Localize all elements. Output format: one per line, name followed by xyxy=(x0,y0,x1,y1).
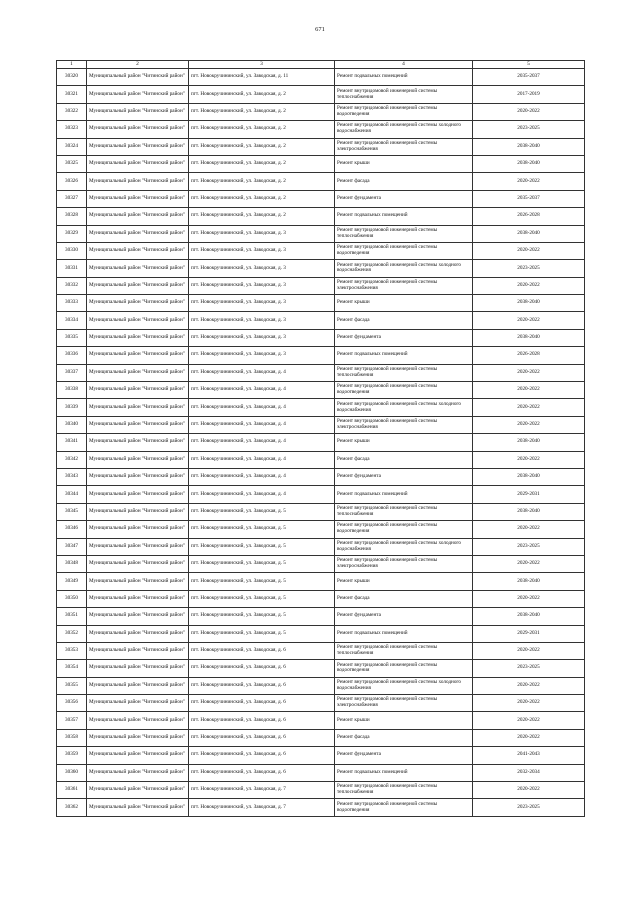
row-number: 30322 xyxy=(57,103,87,120)
address-cell: пгт. Новокручининский, ул. Заводская, д. 4 xyxy=(189,416,335,433)
address-cell: пгт. Новокручининский, ул. Заводская, д. 5 xyxy=(189,573,335,590)
municipality-cell: Муниципальный район "Читинский район" xyxy=(87,573,189,590)
municipality-cell: Муниципальный район "Читинский район" xyxy=(87,695,189,712)
municipality-cell: Муниципальный район "Читинский район" xyxy=(87,399,189,416)
municipality-cell: Муниципальный район "Читинский район" xyxy=(87,329,189,346)
term-cell: 2020-2022 xyxy=(473,382,585,399)
row-number: 30327 xyxy=(57,190,87,207)
table-body xyxy=(57,69,585,817)
address-cell: пгт. Новокручининский, ул. Заводская, д. 11 xyxy=(189,69,335,86)
address-cell: пгт. Новокручининский, ул. Заводская, д. 3 xyxy=(189,242,335,259)
row-number: 30361 xyxy=(57,782,87,799)
row-number: 30354 xyxy=(57,660,87,677)
table-row xyxy=(57,434,585,451)
municipality-cell: Муниципальный район "Читинский район" xyxy=(87,521,189,538)
term-cell: 2029-2031 xyxy=(473,625,585,642)
row-number: 30332 xyxy=(57,277,87,294)
work-type-cell: Ремонт фасада xyxy=(335,590,473,607)
address-cell: пгт. Новокручининский, ул. Заводская, д. 3 xyxy=(189,225,335,242)
municipality-cell: Муниципальный район "Читинский район" xyxy=(87,416,189,433)
work-type-cell: Ремонт внутридомовой инженерной системы электроснабжения xyxy=(335,277,473,294)
municipality-cell: Муниципальный район "Читинский район" xyxy=(87,712,189,729)
column-header: 1 xyxy=(57,61,87,69)
row-number: 30331 xyxy=(57,260,87,277)
municipality-cell: Муниципальный район "Читинский район" xyxy=(87,295,189,312)
work-type-cell: Ремонт фундамента xyxy=(335,608,473,625)
term-cell: 2020-2022 xyxy=(473,399,585,416)
work-type-cell: Ремонт подвальных помещений xyxy=(335,625,473,642)
row-number: 30359 xyxy=(57,747,87,764)
row-number: 30320 xyxy=(57,69,87,86)
row-number: 30352 xyxy=(57,625,87,642)
row-number: 30355 xyxy=(57,677,87,694)
row-number: 30325 xyxy=(57,155,87,172)
work-type-cell: Ремонт фундамента xyxy=(335,190,473,207)
address-cell: пгт. Новокручининский, ул. Заводская, д. 5 xyxy=(189,555,335,572)
work-type-cell: Ремонт внутридомовой инженерной системы теплоснабжения xyxy=(335,782,473,799)
address-cell: пгт. Новокручининский, ул. Заводская, д. 2 xyxy=(189,190,335,207)
table-row xyxy=(57,86,585,103)
municipality-cell: Муниципальный район "Читинский район" xyxy=(87,764,189,781)
address-cell: пгт. Новокручининский, ул. Заводская, д. 3 xyxy=(189,329,335,346)
table-row xyxy=(57,695,585,712)
term-cell: 2029-2031 xyxy=(473,486,585,503)
address-cell: пгт. Новокручининский, ул. Заводская, д. 2 xyxy=(189,86,335,103)
address-cell: пгт. Новокручининский, ул. Заводская, д. 2 xyxy=(189,208,335,225)
row-number: 30346 xyxy=(57,521,87,538)
work-type-cell: Ремонт внутридомовой инженерной системы электроснабжения xyxy=(335,695,473,712)
row-number: 30337 xyxy=(57,364,87,381)
term-cell: 2023-2025 xyxy=(473,799,585,816)
page-number: 671 xyxy=(315,26,325,33)
address-cell: пгт. Новокручининский, ул. Заводская, д. 6 xyxy=(189,660,335,677)
work-type-cell: Ремонт внутридомовой инженерной системы теплоснабжения xyxy=(335,503,473,520)
address-cell: пгт. Новокручининский, ул. Заводская, д. 6 xyxy=(189,695,335,712)
municipality-cell: Муниципальный район "Читинский район" xyxy=(87,503,189,520)
address-cell: пгт. Новокручининский, ул. Заводская, д. 7 xyxy=(189,782,335,799)
address-cell: пгт. Новокручининский, ул. Заводская, д. 5 xyxy=(189,538,335,555)
municipality-cell: Муниципальный район "Читинский район" xyxy=(87,103,189,120)
address-cell: пгт. Новокручининский, ул. Заводская, д. 3 xyxy=(189,295,335,312)
term-cell: 2020-2022 xyxy=(473,277,585,294)
work-type-cell: Ремонт крыши xyxy=(335,155,473,172)
table-row xyxy=(57,608,585,625)
row-number: 30357 xyxy=(57,712,87,729)
table-row xyxy=(57,295,585,312)
municipality-cell: Муниципальный район "Читинский район" xyxy=(87,677,189,694)
municipality-cell: Муниципальный район "Читинский район" xyxy=(87,434,189,451)
table-row xyxy=(57,155,585,172)
address-cell: пгт. Новокручининский, ул. Заводская, д. 6 xyxy=(189,712,335,729)
municipality-cell: Муниципальный район "Читинский район" xyxy=(87,660,189,677)
address-cell: пгт. Новокручининский, ул. Заводская, д. 6 xyxy=(189,677,335,694)
work-type-cell: Ремонт внутридомовой инженерной системы теплоснабжения xyxy=(335,225,473,242)
address-cell: пгт. Новокручининский, ул. Заводская, д. 3 xyxy=(189,277,335,294)
row-number: 30340 xyxy=(57,416,87,433)
term-cell: 2020-2022 xyxy=(473,364,585,381)
work-type-cell: Ремонт внутридомовой инженерной системы электроснабжения xyxy=(335,555,473,572)
table-row xyxy=(57,782,585,799)
term-cell: 2038-2040 xyxy=(473,138,585,155)
table-row xyxy=(57,555,585,572)
municipality-cell: Муниципальный район "Читинский район" xyxy=(87,277,189,294)
table-row xyxy=(57,242,585,259)
row-number: 30324 xyxy=(57,138,87,155)
column-header: 2 xyxy=(87,61,189,69)
address-cell: пгт. Новокручининский, ул. Заводская, д. 6 xyxy=(189,729,335,746)
municipality-cell: Муниципальный район "Читинский район" xyxy=(87,555,189,572)
table-row xyxy=(57,121,585,138)
table-row xyxy=(57,329,585,346)
work-type-cell: Ремонт подвальных помещений xyxy=(335,69,473,86)
address-cell: пгт. Новокручининский, ул. Заводская, д. 4 xyxy=(189,399,335,416)
table-row xyxy=(57,486,585,503)
address-cell: пгт. Новокручининский, ул. Заводская, д. 5 xyxy=(189,608,335,625)
row-number: 30360 xyxy=(57,764,87,781)
table-row xyxy=(57,138,585,155)
term-cell: 2032-2034 xyxy=(473,764,585,781)
term-cell: 2026-2028 xyxy=(473,347,585,364)
term-cell: 2020-2022 xyxy=(473,555,585,572)
address-cell: пгт. Новокручининский, ул. Заводская, д. 5 xyxy=(189,503,335,520)
municipality-cell: Муниципальный район "Читинский район" xyxy=(87,364,189,381)
work-type-cell: Ремонт фасада xyxy=(335,451,473,468)
work-type-cell: Ремонт фасада xyxy=(335,729,473,746)
work-type-cell: Ремонт подвальных помещений xyxy=(335,486,473,503)
address-cell: пгт. Новокручининский, ул. Заводская, д. 2 xyxy=(189,173,335,190)
municipality-cell: Муниципальный район "Читинский район" xyxy=(87,451,189,468)
row-number: 30339 xyxy=(57,399,87,416)
work-type-cell: Ремонт внутридомовой инженерной системы теплоснабжения xyxy=(335,364,473,381)
term-cell: 2038-2040 xyxy=(473,155,585,172)
row-number: 30342 xyxy=(57,451,87,468)
municipality-cell: Муниципальный район "Читинский район" xyxy=(87,225,189,242)
work-type-cell: Ремонт подвальных помещений xyxy=(335,208,473,225)
address-cell: пгт. Новокручининский, ул. Заводская, д. 4 xyxy=(189,364,335,381)
address-cell: пгт. Новокручининский, ул. Заводская, д. 3 xyxy=(189,347,335,364)
address-cell: пгт. Новокручининский, ул. Заводская, д. 3 xyxy=(189,312,335,329)
work-type-cell: Ремонт фундамента xyxy=(335,468,473,485)
term-cell: 2026-2028 xyxy=(473,208,585,225)
table-row xyxy=(57,260,585,277)
row-number: 30356 xyxy=(57,695,87,712)
term-cell: 2020-2022 xyxy=(473,521,585,538)
row-number: 30341 xyxy=(57,434,87,451)
row-number: 30350 xyxy=(57,590,87,607)
row-number: 30349 xyxy=(57,573,87,590)
work-type-cell: Ремонт крыши xyxy=(335,295,473,312)
term-cell: 2020-2022 xyxy=(473,590,585,607)
municipality-cell: Муниципальный район "Читинский район" xyxy=(87,729,189,746)
work-type-cell: Ремонт внутридомовой инженерной системы водоотведения xyxy=(335,799,473,816)
row-number: 30336 xyxy=(57,347,87,364)
row-number: 30353 xyxy=(57,642,87,659)
term-cell: 2038-2040 xyxy=(473,468,585,485)
table-row xyxy=(57,747,585,764)
address-cell: пгт. Новокручининский, ул. Заводская, д. 4 xyxy=(189,434,335,451)
work-type-cell: Ремонт подвальных помещений xyxy=(335,764,473,781)
row-number: 30345 xyxy=(57,503,87,520)
work-type-cell: Ремонт фундамента xyxy=(335,747,473,764)
address-cell: пгт. Новокручининский, ул. Заводская, д. 6 xyxy=(189,764,335,781)
row-number: 30343 xyxy=(57,468,87,485)
term-cell: 2020-2022 xyxy=(473,695,585,712)
table-row xyxy=(57,660,585,677)
work-type-cell: Ремонт внутридомовой инженерной системы холодного водоснабжения xyxy=(335,399,473,416)
work-type-cell: Ремонт крыши xyxy=(335,434,473,451)
address-cell: пгт. Новокручининский, ул. Заводская, д. 4 xyxy=(189,486,335,503)
repair-schedule-table xyxy=(56,60,585,817)
municipality-cell: Муниципальный район "Читинский район" xyxy=(87,538,189,555)
table-row xyxy=(57,399,585,416)
term-cell: 2020-2022 xyxy=(473,103,585,120)
column-header: 5 xyxy=(473,61,585,69)
work-type-cell: Ремонт внутридомовой инженерной системы холодного водоснабжения xyxy=(335,677,473,694)
address-cell: пгт. Новокручининский, ул. Заводская, д. 5 xyxy=(189,625,335,642)
address-cell: пгт. Новокручининский, ул. Заводская, д. 2 xyxy=(189,121,335,138)
address-cell: пгт. Новокручининский, ул. Заводская, д. 2 xyxy=(189,155,335,172)
term-cell: 2038-2040 xyxy=(473,573,585,590)
term-cell: 2038-2040 xyxy=(473,434,585,451)
row-number: 30338 xyxy=(57,382,87,399)
work-type-cell: Ремонт подвальных помещений xyxy=(335,347,473,364)
table-row xyxy=(57,190,585,207)
row-number: 30334 xyxy=(57,312,87,329)
table-row xyxy=(57,642,585,659)
table-row xyxy=(57,382,585,399)
work-type-cell: Ремонт крыши xyxy=(335,712,473,729)
table-row xyxy=(57,225,585,242)
row-number: 30333 xyxy=(57,295,87,312)
work-type-cell: Ремонт крыши xyxy=(335,573,473,590)
address-cell: пгт. Новокручининский, ул. Заводская, д. 3 xyxy=(189,260,335,277)
table-row xyxy=(57,277,585,294)
municipality-cell: Муниципальный район "Читинский район" xyxy=(87,782,189,799)
municipality-cell: Муниципальный район "Читинский район" xyxy=(87,242,189,259)
table-row xyxy=(57,69,585,86)
term-cell: 2038-2040 xyxy=(473,329,585,346)
table-row xyxy=(57,677,585,694)
address-cell: пгт. Новокручининский, ул. Заводская, д. 6 xyxy=(189,642,335,659)
work-type-cell: Ремонт внутридомовой инженерной системы теплоснабжения xyxy=(335,642,473,659)
row-number: 30348 xyxy=(57,555,87,572)
table-row xyxy=(57,312,585,329)
row-number: 30362 xyxy=(57,799,87,816)
municipality-cell: Муниципальный район "Читинский район" xyxy=(87,382,189,399)
municipality-cell: Муниципальный район "Читинский район" xyxy=(87,190,189,207)
municipality-cell: Муниципальный район "Читинский район" xyxy=(87,69,189,86)
row-number: 30351 xyxy=(57,608,87,625)
table-row xyxy=(57,521,585,538)
table-row xyxy=(57,347,585,364)
term-cell: 2038-2040 xyxy=(473,608,585,625)
term-cell: 2038-2040 xyxy=(473,225,585,242)
work-type-cell: Ремонт фасада xyxy=(335,312,473,329)
table-row xyxy=(57,729,585,746)
work-type-cell: Ремонт внутридомовой инженерной системы электроснабжения xyxy=(335,416,473,433)
work-type-cell: Ремонт внутридомовой инженерной системы водоотведения xyxy=(335,660,473,677)
term-cell: 2023-2025 xyxy=(473,121,585,138)
term-cell: 2020-2022 xyxy=(473,242,585,259)
table-row xyxy=(57,103,585,120)
term-cell: 2041-2043 xyxy=(473,747,585,764)
address-cell: пгт. Новокручининский, ул. Заводская, д. 2 xyxy=(189,138,335,155)
municipality-cell: Муниципальный район "Читинский район" xyxy=(87,208,189,225)
term-cell: 2020-2022 xyxy=(473,677,585,694)
row-number: 30347 xyxy=(57,538,87,555)
address-cell: пгт. Новокручининский, ул. Заводская, д. 6 xyxy=(189,747,335,764)
row-number: 30329 xyxy=(57,225,87,242)
term-cell: 2020-2022 xyxy=(473,173,585,190)
table-row xyxy=(57,799,585,816)
municipality-cell: Муниципальный район "Читинский район" xyxy=(87,312,189,329)
table-row xyxy=(57,468,585,485)
term-cell: 2020-2022 xyxy=(473,416,585,433)
work-type-cell: Ремонт внутридомовой инженерной системы теплоснабжения xyxy=(335,86,473,103)
table-row xyxy=(57,173,585,190)
term-cell: 2020-2022 xyxy=(473,312,585,329)
address-cell: пгт. Новокручининский, ул. Заводская, д. 5 xyxy=(189,590,335,607)
column-header: 4 xyxy=(335,61,473,69)
municipality-cell: Муниципальный район "Читинский район" xyxy=(87,642,189,659)
municipality-cell: Муниципальный район "Читинский район" xyxy=(87,138,189,155)
municipality-cell: Муниципальный район "Читинский район" xyxy=(87,155,189,172)
address-cell: пгт. Новокручининский, ул. Заводская, д. 5 xyxy=(189,521,335,538)
term-cell: 2020-2022 xyxy=(473,642,585,659)
table-row xyxy=(57,208,585,225)
table-row xyxy=(57,503,585,520)
municipality-cell: Муниципальный район "Читинский район" xyxy=(87,625,189,642)
term-cell: 2023-2025 xyxy=(473,260,585,277)
work-type-cell: Ремонт фасада xyxy=(335,173,473,190)
term-cell: 2023-2025 xyxy=(473,660,585,677)
term-cell: 2020-2022 xyxy=(473,729,585,746)
address-cell: пгт. Новокручининский, ул. Заводская, д. 4 xyxy=(189,451,335,468)
municipality-cell: Муниципальный район "Читинский район" xyxy=(87,468,189,485)
work-type-cell: Ремонт внутридомовой инженерной системы водоотведения xyxy=(335,382,473,399)
term-cell: 2038-2040 xyxy=(473,295,585,312)
work-type-cell: Ремонт внутридомовой инженерной системы холодного водоснабжения xyxy=(335,121,473,138)
table-header-row xyxy=(57,61,585,69)
term-cell: 2017-2019 xyxy=(473,86,585,103)
row-number: 30344 xyxy=(57,486,87,503)
table-row xyxy=(57,573,585,590)
table-row xyxy=(57,364,585,381)
address-cell: пгт. Новокручининский, ул. Заводская, д. 4 xyxy=(189,468,335,485)
table-row xyxy=(57,625,585,642)
address-cell: пгт. Новокручининский, ул. Заводская, д. 4 xyxy=(189,382,335,399)
row-number: 30330 xyxy=(57,242,87,259)
work-type-cell: Ремонт внутридомовой инженерной системы водоотведения xyxy=(335,521,473,538)
term-cell: 2035-2037 xyxy=(473,190,585,207)
municipality-cell: Муниципальный район "Читинский район" xyxy=(87,747,189,764)
municipality-cell: Муниципальный район "Читинский район" xyxy=(87,799,189,816)
municipality-cell: Муниципальный район "Читинский район" xyxy=(87,590,189,607)
term-cell: 2023-2025 xyxy=(473,538,585,555)
row-number: 30328 xyxy=(57,208,87,225)
term-cell: 2038-2040 xyxy=(473,503,585,520)
municipality-cell: Муниципальный район "Читинский район" xyxy=(87,121,189,138)
address-cell: пгт. Новокручининский, ул. Заводская, д. 7 xyxy=(189,799,335,816)
table-row xyxy=(57,764,585,781)
work-type-cell: Ремонт фундамента xyxy=(335,329,473,346)
table-row xyxy=(57,416,585,433)
municipality-cell: Муниципальный район "Читинский район" xyxy=(87,260,189,277)
row-number: 30326 xyxy=(57,173,87,190)
row-number: 30321 xyxy=(57,86,87,103)
municipality-cell: Муниципальный район "Читинский район" xyxy=(87,608,189,625)
row-number: 30323 xyxy=(57,121,87,138)
table-row xyxy=(57,451,585,468)
work-type-cell: Ремонт внутридомовой инженерной системы холодного водоснабжения xyxy=(335,260,473,277)
term-cell: 2020-2022 xyxy=(473,712,585,729)
work-type-cell: Ремонт внутридомовой инженерной системы холодного водоснабжения xyxy=(335,538,473,555)
work-type-cell: Ремонт внутридомовой инженерной системы электроснабжения xyxy=(335,138,473,155)
municipality-cell: Муниципальный район "Читинский район" xyxy=(87,86,189,103)
term-cell: 2020-2022 xyxy=(473,451,585,468)
row-number: 30358 xyxy=(57,729,87,746)
column-header: 3 xyxy=(189,61,335,69)
row-number: 30335 xyxy=(57,329,87,346)
work-type-cell: Ремонт внутридомовой инженерной системы водоотведения xyxy=(335,103,473,120)
table-row xyxy=(57,712,585,729)
address-cell: пгт. Новокручининский, ул. Заводская, д. 2 xyxy=(189,103,335,120)
municipality-cell: Муниципальный район "Читинский район" xyxy=(87,173,189,190)
municipality-cell: Муниципальный район "Читинский район" xyxy=(87,347,189,364)
table-row xyxy=(57,590,585,607)
term-cell: 2035-2037 xyxy=(473,69,585,86)
municipality-cell: Муниципальный район "Читинский район" xyxy=(87,486,189,503)
work-type-cell: Ремонт внутридомовой инженерной системы водоотведения xyxy=(335,242,473,259)
table-row xyxy=(57,538,585,555)
term-cell: 2020-2022 xyxy=(473,782,585,799)
